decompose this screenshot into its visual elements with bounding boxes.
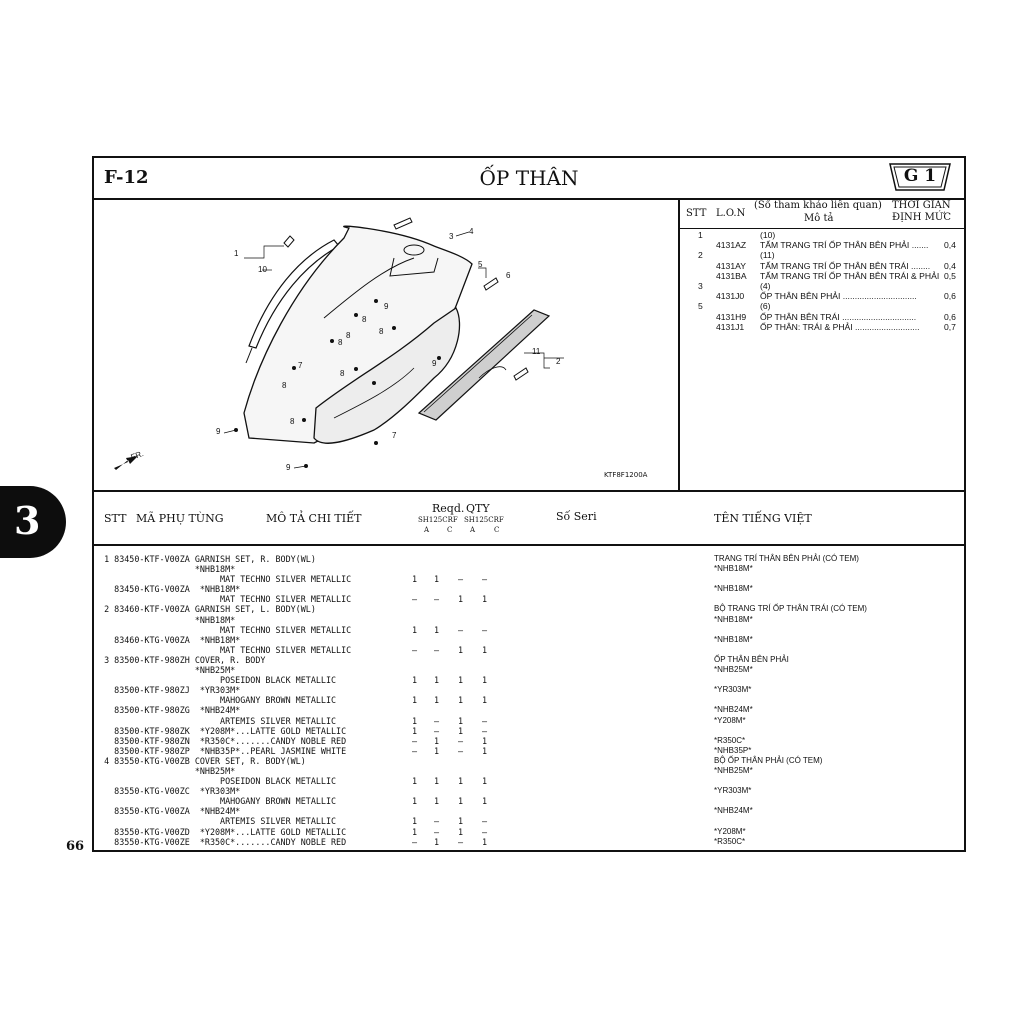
list-item: 4131AY TẤM TRANG TRÍ ỐP THÂN BÊN TRÁI ........ 0,4 (716, 260, 956, 271)
qty-cell: 1 (412, 624, 418, 635)
qty-cell: – (412, 644, 418, 655)
qty-cell: 1 (458, 715, 464, 726)
parts-illustration (94, 198, 678, 490)
qty-cell: 1 (482, 745, 488, 756)
part-line-text: MAHOGANY BROWN METALLIC (94, 695, 337, 706)
part-line-text: 83500-KTF-980ZP *NHB35P*..PEARL JASMINE WHITE (94, 745, 347, 756)
callout-label: 7 (298, 361, 303, 370)
qty-cell: – (458, 745, 464, 756)
vietnamese-name-cell: TRANG TRÍ THÂN BÊN PHẢI (CÓ TEM) (714, 554, 859, 563)
vietnamese-name-cell: *NHB18M* (714, 614, 753, 624)
callout-label: 8 (282, 381, 287, 390)
part-line-text: 83500-KTF-980ZN *R350C*.......CANDY NOBLE RED (94, 735, 347, 746)
qty-cell: 1 (458, 816, 464, 827)
qty-cell: – (458, 624, 464, 635)
vietnamese-name-cell: *R350C* (714, 836, 746, 846)
front-direction-arrow-icon (114, 449, 145, 470)
list-item: 4131H9 ỐP THÂN BÊN TRÁI ............................... 0,6 (716, 311, 956, 322)
qty-cell: 1 (412, 725, 418, 736)
qty-cell: – (434, 816, 440, 827)
page-number: 66 (66, 839, 85, 854)
part-line-text: 83500-KTF-980ZK *Y208M*...LATTE GOLD METALLIC (94, 725, 347, 736)
table-row (94, 675, 964, 685)
part-line-text: ARTEMIS SILVER METALLIC (94, 715, 337, 726)
qty-cell: – (434, 715, 440, 726)
qty-cell: 1 (434, 796, 440, 807)
qty-cell: 1 (482, 644, 488, 655)
vietnamese-name-cell: BỘ TRANG TRÍ ỐP THÂN TRÁI (CÓ TEM) (714, 604, 867, 614)
part-line-text: 83460-KTG-V00ZA *NHB18M* (94, 634, 241, 645)
qty-cell: 1 (458, 796, 464, 807)
table-row (94, 604, 964, 614)
callout-label: 1 (234, 249, 239, 258)
table-row (94, 776, 964, 786)
list-item: 4131BA TẤM TRANG TRÍ ỐP THÂN BÊN TRÁI & PHẢI 0,5 (716, 270, 956, 281)
callout-label: 5 (478, 260, 483, 269)
part-line-text: MAT TECHNO SILVER METALLIC (94, 624, 352, 635)
table-row (94, 564, 964, 574)
table-row (94, 837, 964, 847)
qty-cell: 1 (482, 836, 488, 847)
part-line-text: POSEIDON BLACK METALLIC (94, 776, 337, 787)
qty-cell: 1 (412, 715, 418, 726)
section-code: F-12 (104, 167, 149, 188)
vietnamese-name-cell: *NHB18M* (714, 564, 753, 574)
page-header (94, 158, 964, 200)
rp-lon-header: L.O.N (716, 208, 746, 219)
part-line-text: 3 83500-KTF-980ZH COVER, R. BODY (94, 654, 266, 665)
vietnamese-name-cell: *Y208M* (714, 715, 746, 725)
qty-cell: – (482, 725, 488, 736)
qty-cell: 1 (458, 675, 464, 686)
qty-cell: – (458, 836, 464, 847)
qty-cell: 1 (482, 594, 488, 605)
qty-cell: – (458, 574, 464, 585)
qty-cell: 1 (434, 735, 440, 746)
qty-cell: – (482, 816, 488, 827)
table-row (94, 746, 964, 756)
qty-cell: 1 (482, 735, 488, 746)
col-stt: STT (104, 512, 127, 525)
table-row (94, 827, 964, 837)
table-row (94, 705, 964, 715)
part-line-text: 83550-KTG-V00ZA *NHB24M* (94, 806, 241, 817)
qty-cell: 1 (458, 826, 464, 837)
qty-cell: – (434, 826, 440, 837)
vietnamese-name-cell: *NHB25M* (714, 665, 753, 675)
vietnamese-name-cell: *NHB24M* (714, 806, 753, 816)
part-line-text: ARTEMIS SILVER METALLIC (94, 816, 337, 827)
table-row (94, 816, 964, 826)
list-item: 3 (4) (698, 280, 771, 291)
part-line-text: 1 83450-KTF-V00ZA GARNISH SET, R. BODY(WL) (94, 554, 316, 564)
labor-time-header (680, 198, 966, 229)
callout-label: 7 (392, 431, 397, 440)
qty-cell: 1 (412, 675, 418, 686)
qty-cell: – (412, 836, 418, 847)
callout-label: 3 (449, 232, 454, 241)
callout-label: 8 (338, 338, 343, 347)
table-row (94, 806, 964, 816)
part-line-text: POSEIDON BLACK METALLIC (94, 675, 337, 686)
table-row (94, 695, 964, 705)
vietnamese-name-cell: ỐP THÂN BÊN PHẢI (714, 654, 789, 664)
parts-table-body (94, 554, 964, 847)
part-line-text: 83450-KTG-V00ZA *NHB18M* (94, 584, 241, 595)
table-row (94, 786, 964, 796)
qty-cell: 1 (412, 826, 418, 837)
labor-time-list (680, 230, 966, 332)
table-row (94, 584, 964, 594)
part-line-text: *NHB18M* (94, 614, 236, 625)
part-line-text: 83500-KTF-980ZG *NHB24M* (94, 705, 241, 716)
list-item: 4131AZ TẤM TRANG TRÍ ỐP THÂN BÊN PHẢI ....... 0,4 (716, 240, 956, 251)
group-badge-text: G 1 (903, 166, 937, 186)
col-vietnamese-name: TÊN TIẾNG VIỆT (714, 512, 812, 525)
qty-cell: 1 (458, 695, 464, 706)
callout-label: 6 (506, 271, 511, 280)
qty-cell: 1 (412, 695, 418, 706)
chapter-number: 3 (14, 498, 41, 543)
part-line-text: 4 83550-KTG-V00ZB COVER SET, R. BODY(WL) (94, 755, 306, 766)
vietnamese-name-cell: *R350C* (714, 735, 746, 745)
qty-cell: 1 (458, 776, 464, 787)
qty-cell: – (482, 574, 488, 585)
qty-cell: 1 (482, 776, 488, 787)
rp-ref-header: (Số tham khảo liên quan) (754, 200, 882, 211)
qty-cell: – (434, 725, 440, 736)
callout-label: 11 (532, 347, 541, 356)
qty-cell: 1 (434, 675, 440, 686)
diagram-ref-code: KTF8F1200A (604, 471, 648, 479)
vietnamese-name-cell: *YR303M* (714, 685, 752, 695)
qty-cell: – (482, 715, 488, 726)
vietnamese-name-cell: *NHB24M* (714, 705, 753, 715)
part-line-text: 83550-KTG-V00ZE *R350C*.......CANDY NOBLE RED (94, 836, 347, 847)
part-line-text: MAT TECHNO SILVER METALLIC (94, 594, 352, 605)
list-item: 2 (11) (698, 250, 775, 261)
list-item: 5 (6) (698, 301, 771, 312)
callout-label: 9 (384, 302, 389, 311)
qty-cell: – (412, 745, 418, 756)
qty-cell: 1 (434, 836, 440, 847)
col-description: MÔ TẢ CHI TIẾT (266, 512, 362, 525)
parts-table-header: STT MÃ PHỤ TÙNG MÔ TẢ CHI TIẾT Reqd. QTY SH125CRF SH125CRF A C A C Số Seri TÊN TIẾNG VIỆT (94, 492, 964, 546)
list-item: 1 (10) (698, 230, 776, 240)
qty-cell: 1 (458, 725, 464, 736)
table-row (94, 726, 964, 736)
group-badge (888, 162, 952, 192)
col-reqd: Reqd. (432, 502, 465, 515)
part-line-text: *NHB18M* (94, 564, 236, 575)
col-serial: Số Seri (556, 510, 597, 523)
col-qty: QTY (466, 502, 490, 515)
qty-cell: 1 (434, 745, 440, 756)
callout-label: 9 (286, 463, 291, 472)
vietnamese-name-cell: *NHB18M* (714, 584, 753, 594)
catalog-page-frame (92, 156, 966, 852)
vietnamese-name-cell: *NHB25M* (714, 765, 753, 775)
part-line-text: MAHOGANY BROWN METALLIC (94, 796, 337, 807)
qty-cell: 1 (434, 574, 440, 585)
table-row (94, 736, 964, 746)
table-row (94, 665, 964, 675)
part-line-text: 83550-KTG-V00ZC *YR303M* (94, 786, 241, 797)
callout-label: 8 (379, 327, 384, 336)
part-line-text: 83500-KTF-980ZJ *YR303M* (94, 685, 241, 696)
col-model-b: SH125CRF (464, 516, 504, 524)
table-row (94, 756, 964, 766)
qty-cell: 1 (412, 796, 418, 807)
callout-label: 8 (362, 315, 367, 324)
table-row (94, 635, 964, 645)
qty-cell: 1 (482, 675, 488, 686)
qty-cell: – (482, 624, 488, 635)
vietnamese-name-cell: BỘ ỐP THÂN PHẢI (CÓ TEM) (714, 755, 823, 765)
col-model-a: SH125CRF (418, 516, 458, 524)
callout-label: 10 (258, 265, 267, 274)
callout-label: 8 (340, 369, 345, 378)
callout-label: 8 (346, 331, 351, 340)
qty-cell: 1 (412, 816, 418, 827)
part-line-text: *NHB25M* (94, 665, 236, 676)
part-line-text: MAT TECHNO SILVER METALLIC (94, 644, 352, 655)
qty-cell: – (412, 735, 418, 746)
vietnamese-name-cell: *NHB18M* (714, 634, 753, 644)
qty-cell: 1 (482, 796, 488, 807)
qty-cell: 1 (434, 624, 440, 635)
part-line-text: 2 83460-KTF-V00ZA GARNISH SET, L. BODY(WL) (94, 604, 316, 615)
table-row (94, 716, 964, 726)
table-row (94, 615, 964, 625)
qty-cell: – (482, 826, 488, 837)
vietnamese-name-cell: *YR303M* (714, 786, 752, 796)
vietnamese-name-cell: *NHB35P* (714, 745, 752, 755)
callout-label: 2 (556, 357, 561, 366)
qty-cell: 1 (458, 644, 464, 655)
table-row (94, 796, 964, 806)
chapter-tab (0, 486, 66, 558)
part-line-text: 83550-KTG-V00ZD *Y208M*...LATTE GOLD METALLIC (94, 826, 347, 837)
qty-cell: 1 (434, 695, 440, 706)
svg-text:FR.: FR. (129, 449, 145, 462)
table-row (94, 766, 964, 776)
part-line-text: *NHB25M* (94, 765, 236, 776)
table-row (94, 594, 964, 604)
rp-stt-header: STT (686, 208, 707, 219)
labor-time-panel (680, 198, 966, 492)
qty-cell: 1 (412, 574, 418, 585)
page-title: ỐP THÂN (479, 166, 579, 190)
qty-cell: 1 (482, 695, 488, 706)
table-row (94, 554, 964, 564)
qty-cell: – (458, 735, 464, 746)
table-row (94, 645, 964, 655)
rp-time-header-2: ĐỊNH MỨC (892, 212, 951, 223)
list-item: 4131J0 ỐP THÂN BÊN PHẢI ............................... 0,6 (716, 291, 956, 302)
table-row (94, 574, 964, 584)
vietnamese-name-cell: *Y208M* (714, 826, 746, 836)
qty-cell: – (412, 594, 418, 605)
callout-label: 8 (290, 417, 295, 426)
callout-label: 9 (432, 359, 437, 368)
table-row (94, 625, 964, 635)
col-part-number: MÃ PHỤ TÙNG (136, 512, 224, 525)
qty-cell: 1 (412, 776, 418, 787)
table-row (94, 655, 964, 665)
exploded-parts-diagram (94, 198, 680, 492)
qty-cell: – (434, 644, 440, 655)
qty-cell: 1 (458, 594, 464, 605)
qty-cell: – (434, 594, 440, 605)
table-row (94, 685, 964, 695)
rp-time-header: THỜI GIAN (892, 200, 951, 211)
rp-desc-header: Mô tả (804, 213, 834, 224)
list-item: 4131J1 ỐP THÂN: TRÁI & PHẢI ........................... 0,7 (716, 321, 956, 332)
part-line-text: MAT TECHNO SILVER METALLIC (94, 574, 352, 585)
callout-label: 4 (469, 227, 474, 236)
qty-cell: 1 (434, 776, 440, 787)
callout-label: 9 (216, 427, 221, 436)
